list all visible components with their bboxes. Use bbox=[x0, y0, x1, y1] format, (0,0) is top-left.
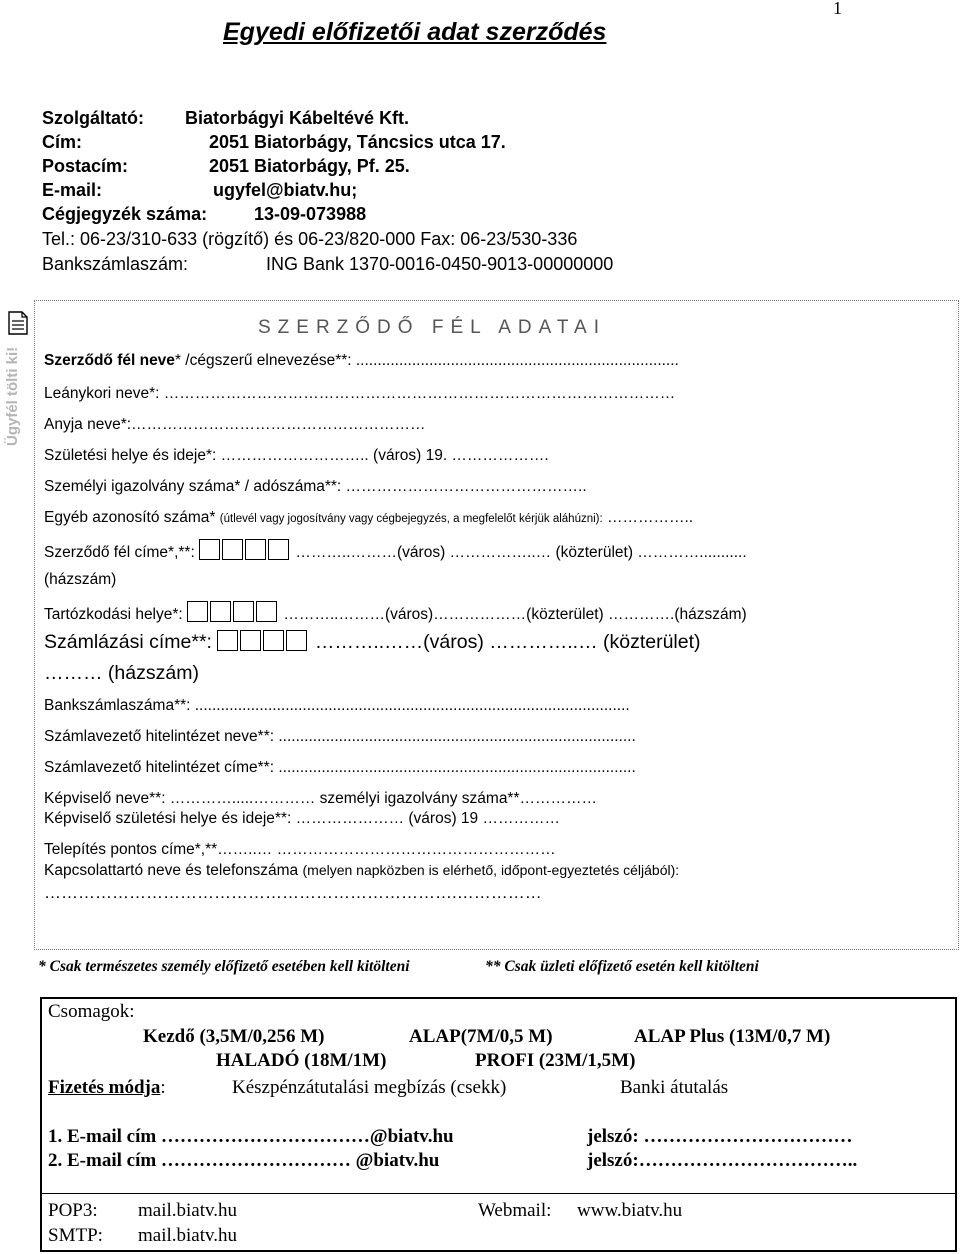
pop3-value: mail.biatv.hu bbox=[138, 1200, 238, 1221]
footnote-private: * Csak természetes személy előfizető esetében kell kitölteni bbox=[38, 958, 410, 975]
address-row bbox=[42, 132, 506, 153]
postcode-boxes[interactable] bbox=[199, 539, 291, 565]
provider-bank-label: Bankszámlaszám: bbox=[42, 254, 189, 274]
provider-bank-value: ING Bank 1370-0016-0450-9013-00000000 bbox=[266, 254, 614, 274]
field-birth[interactable]: Születési helye és ideje*: ……………………….. (város) 19. ………………. bbox=[44, 447, 549, 464]
residence-rest: ………..………(város)………………(közterület) ………….(házszám) bbox=[283, 606, 747, 623]
field-bank-name[interactable]: Számlavezető hitelintézet neve**: ................................................................................... bbox=[44, 728, 636, 745]
billing-postcode-boxes[interactable] bbox=[217, 630, 309, 657]
password-field-2[interactable]: jelszó:…………………………….. bbox=[587, 1150, 858, 1171]
field-mother-name[interactable]: Anyja neve*:………………………………………………… bbox=[44, 416, 426, 433]
field-id-number[interactable]: Személyi igazolvány száma* / adószáma**: ……………………………………….. bbox=[44, 478, 587, 495]
provider-label: Szolgáltató: bbox=[42, 108, 144, 128]
package-option[interactable]: HALADÓ (18M/1M) bbox=[216, 1050, 387, 1071]
provider-bank-row bbox=[42, 254, 614, 275]
email-row bbox=[42, 180, 358, 201]
email-label: E-mail: bbox=[42, 180, 103, 200]
payment-label: Fizetés módja bbox=[48, 1077, 161, 1098]
provider-row bbox=[42, 108, 410, 129]
address-continued: (házszám) bbox=[44, 571, 117, 588]
document-title: Egyedi előfizetői adat szerződés bbox=[223, 18, 607, 46]
field-bank-address[interactable]: Számlavezető hitelintézet címe**: ................................................................................... bbox=[44, 759, 636, 776]
address-value: 2051 Biatorbágy, Táncsics utca 17. bbox=[209, 132, 506, 152]
field-representative-birth[interactable]: Képviselő születési helye és ideje**: ………………… (város) 19 …………… bbox=[44, 810, 560, 827]
field-address[interactable] bbox=[44, 539, 747, 565]
password-field-1[interactable]: jelszó: …………………………… bbox=[587, 1126, 853, 1147]
pop3-label: POP3: bbox=[48, 1200, 98, 1221]
field-customer-name[interactable] bbox=[44, 352, 679, 370]
package-option[interactable]: Kezdő (3,5M/0,256 M) bbox=[143, 1026, 325, 1047]
postal-value: 2051 Biatorbágy, Pf. 25. bbox=[209, 156, 410, 176]
packages-heading bbox=[48, 1001, 135, 1023]
smtp-value: mail.biatv.hu bbox=[138, 1225, 238, 1246]
email-field-2[interactable]: 2. E-mail cím ………………………… @biatv.hu bbox=[48, 1150, 440, 1171]
customer-name-rest: * /cégszerű elnevezése**: ........................................................................... bbox=[174, 352, 679, 369]
company-reg-label: Cégjegyzék száma: bbox=[42, 204, 208, 224]
packages-label: Csomagok bbox=[48, 1001, 130, 1022]
payment-option[interactable]: Banki átutalás bbox=[620, 1077, 729, 1098]
field-install-address[interactable]: Telepítés pontos címe*,**……..… ……………………………………………… bbox=[44, 841, 556, 858]
field-residence[interactable] bbox=[44, 601, 747, 627]
package-option[interactable]: ALAP Plus (13M/0,7 M) bbox=[634, 1026, 831, 1047]
field-maiden-name[interactable]: Leánykori neve*: ……………………………………………………………………………………… bbox=[44, 385, 676, 402]
other-id-label: Egyéb azonosító száma* bbox=[44, 509, 216, 526]
residence-postcode-boxes[interactable] bbox=[187, 601, 279, 627]
field-representative[interactable]: Képviselő neve**: ………….....………… személyi igazolvány száma**…………… bbox=[44, 790, 597, 807]
note-icon bbox=[8, 311, 28, 335]
customer-name-label: Szerződő fél neve bbox=[44, 352, 175, 369]
footnote-business: ** Csak üzleti előfizető esetén kell kitölteni bbox=[485, 958, 759, 975]
postal-label: Postacím: bbox=[42, 156, 129, 176]
packages-colon: : bbox=[129, 1001, 135, 1022]
billing-continued: ……… (házszám) bbox=[44, 662, 199, 684]
package-option[interactable]: PROFI (23M/1,5M) bbox=[475, 1050, 636, 1071]
other-id-dots: …………….. bbox=[607, 509, 694, 526]
payment-heading bbox=[48, 1077, 166, 1099]
page-number: 1 bbox=[833, 0, 842, 18]
payment-option[interactable]: Készpénzátutalási megbízás (csekk) bbox=[232, 1077, 507, 1098]
field-bank-account[interactable]: Bankszámlaszáma**: ..................................................................................................... bbox=[44, 697, 630, 714]
company-reg-value: 13-09-073988 bbox=[254, 204, 367, 224]
address-field-label: Szerződő fél címe*,**: bbox=[44, 544, 195, 561]
contact-label: Kapcsolattartó neve és telefonszáma bbox=[44, 862, 299, 879]
postal-row bbox=[42, 156, 410, 177]
webmail-label: Webmail: bbox=[478, 1200, 552, 1221]
billing-label: Számlázási címe**: bbox=[44, 631, 212, 653]
address-field-rest: ………..………(város) ……………..… (közterület) …………........... bbox=[295, 544, 747, 561]
company-reg-row bbox=[42, 204, 367, 225]
provider-phone: Tel.: 06-23/310-633 (rögzítő) és 06-23/820-000 Fax: 06-23/530-336 bbox=[42, 229, 578, 249]
section-title: SZERZŐDŐ FÉL ADATAI bbox=[258, 317, 607, 338]
residence-label: Tartózkodási helye*: bbox=[44, 606, 183, 623]
email-value: ugyfel@biatv.hu; bbox=[213, 180, 358, 200]
address-label: Cím: bbox=[42, 132, 82, 152]
divider bbox=[40, 1193, 957, 1194]
billing-rest: ………..……(város) …………..… (közterület) bbox=[314, 631, 701, 653]
webmail-value[interactable]: www.biatv.hu bbox=[577, 1200, 683, 1221]
smtp-label: SMTP: bbox=[48, 1225, 103, 1246]
payment-colon: : bbox=[160, 1077, 166, 1098]
package-option[interactable]: ALAP(7M/0,5 M) bbox=[409, 1026, 553, 1047]
contact-note: (melyen napközben is elérhető, időpont-egyeztetés céljából): bbox=[302, 862, 680, 878]
contact-dots[interactable]: ……………………………………………………………….…………… bbox=[44, 883, 542, 902]
field-contact[interactable] bbox=[44, 862, 679, 880]
email-field-1[interactable]: 1. E-mail cím ……………………………@biatv.hu bbox=[48, 1126, 454, 1147]
field-billing-address[interactable] bbox=[44, 630, 701, 657]
provider-value: Biatorbágyi Kábeltévé Kft. bbox=[185, 108, 410, 128]
other-id-note: (útlevél vagy jogosítvány vagy cégbejegyzés, a megfelelőt kérjük aláhúzni): bbox=[219, 513, 603, 525]
field-other-id[interactable] bbox=[44, 509, 693, 527]
side-label: Ügyfél tölti ki! bbox=[4, 346, 21, 446]
